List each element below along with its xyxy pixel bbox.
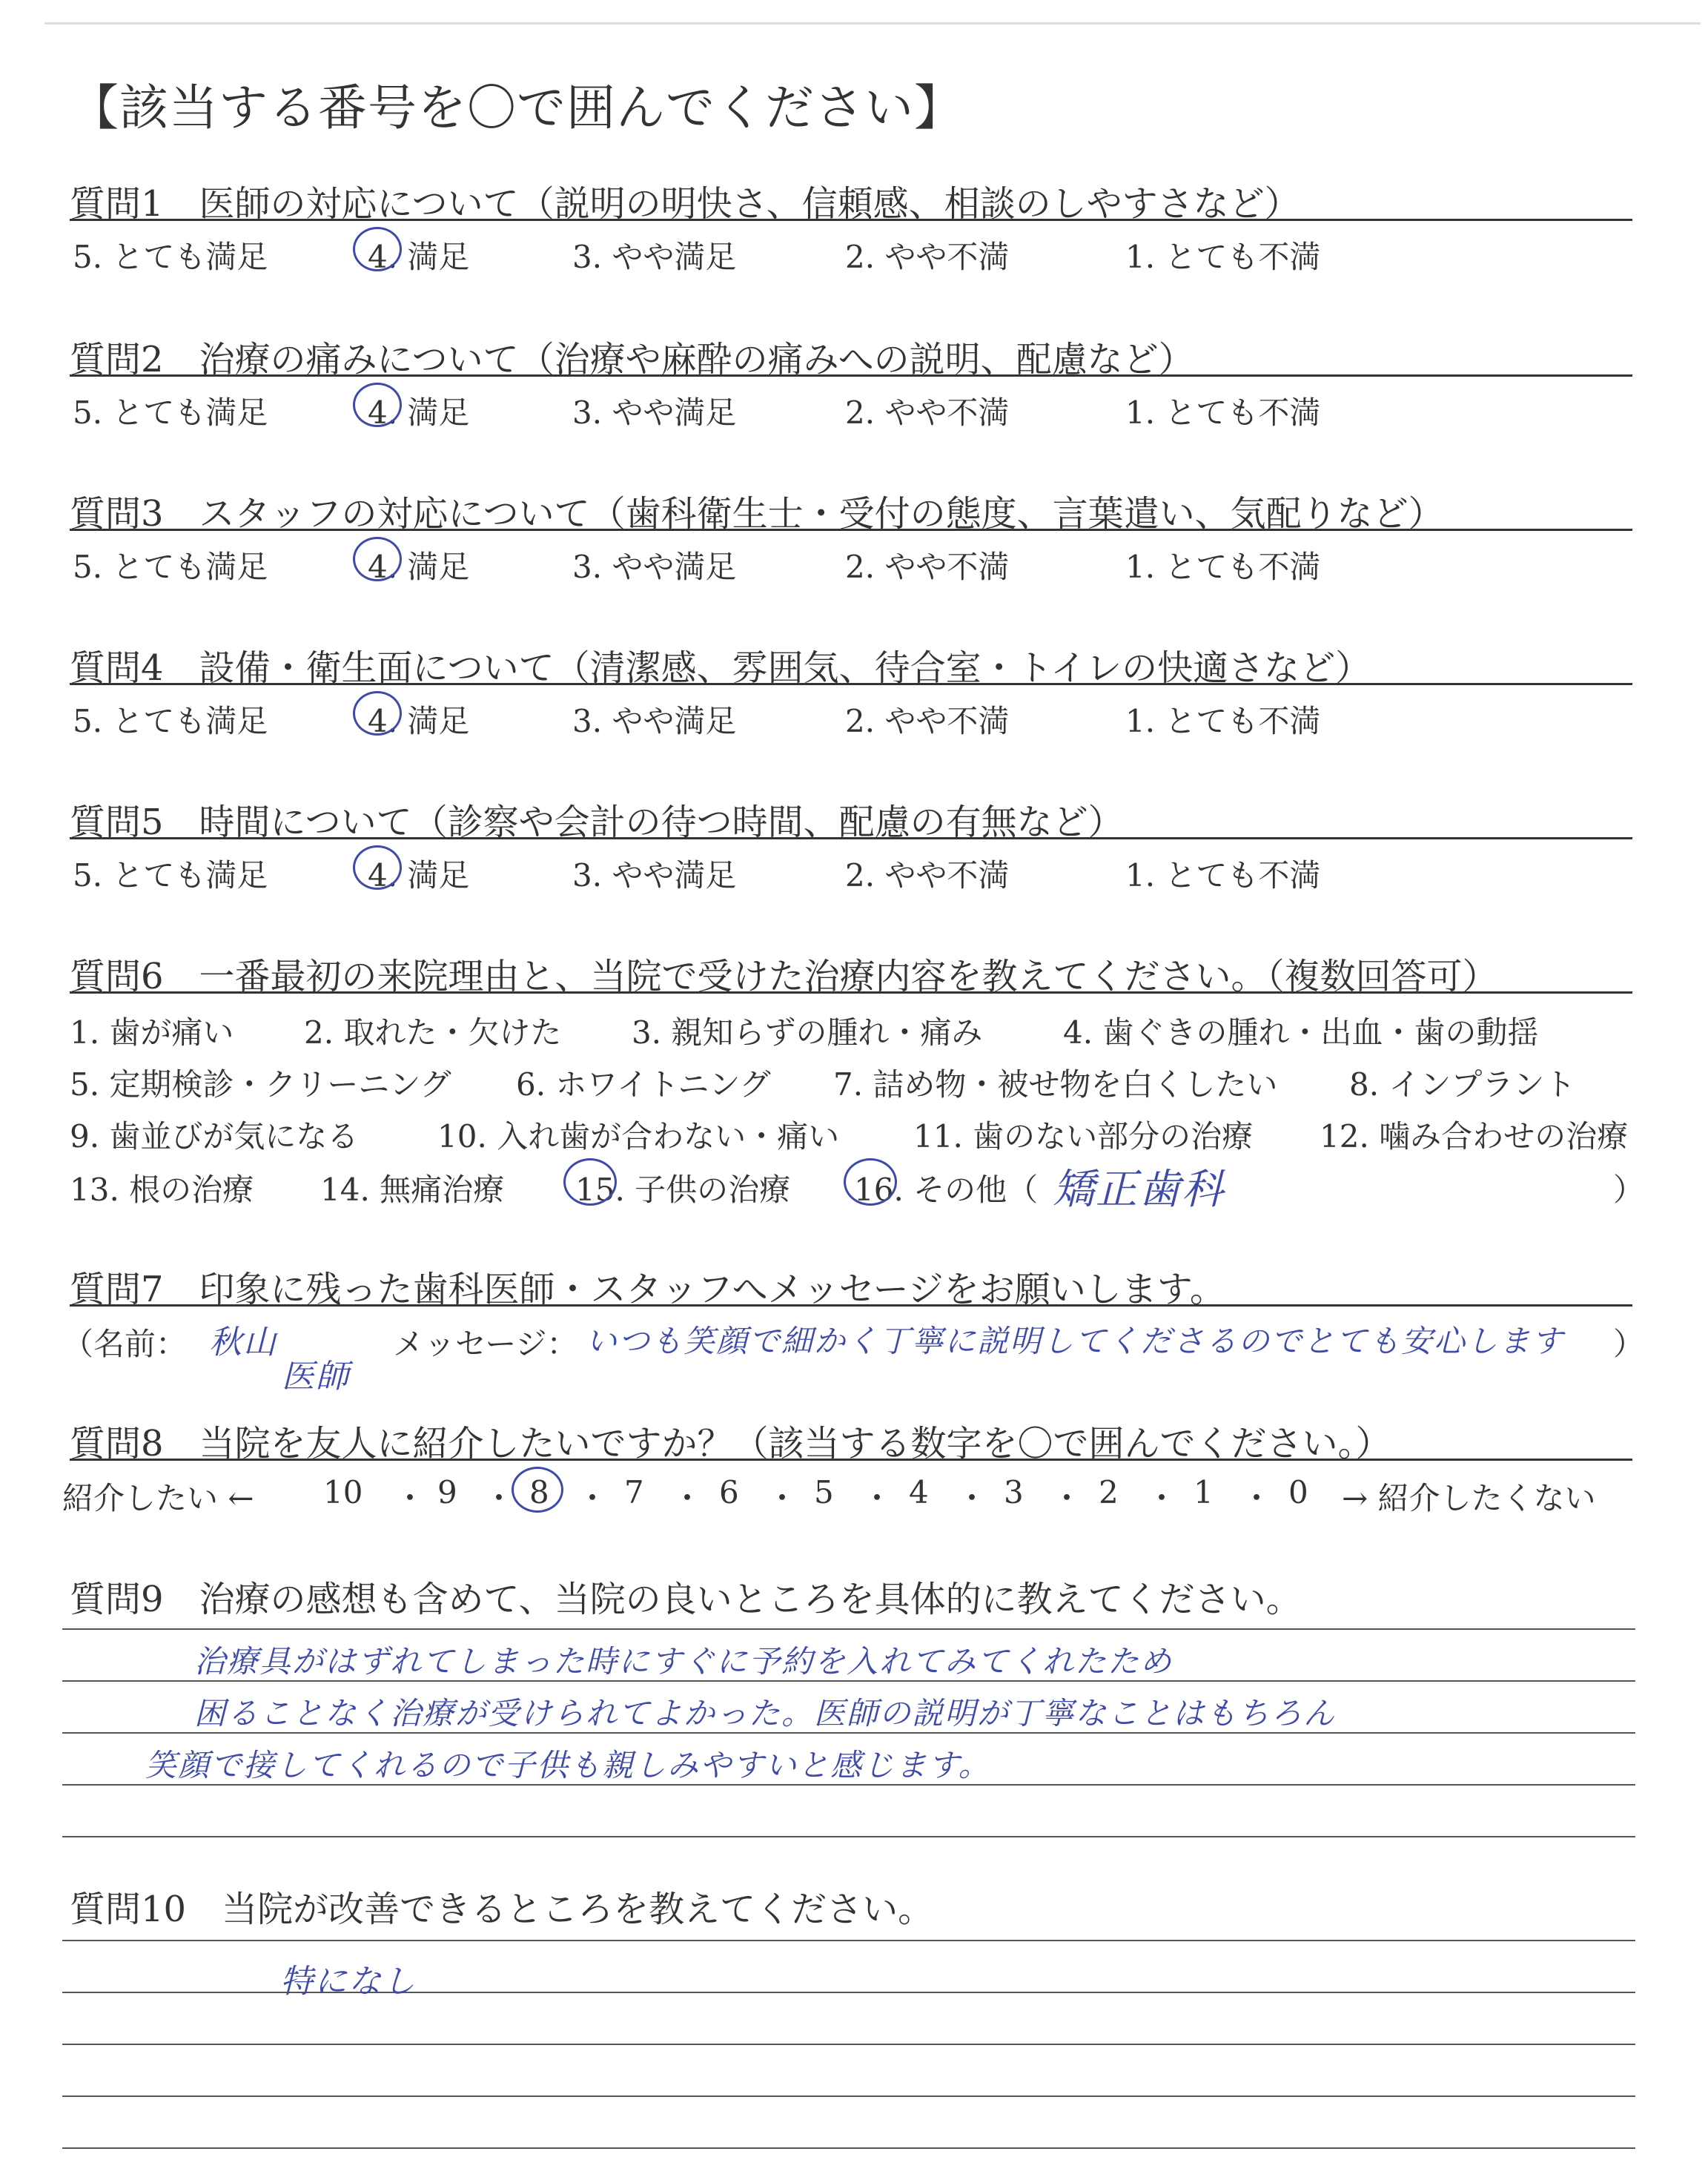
page-heading: 【該当する番号を〇で囲んでください】: [70, 79, 964, 136]
q8-score-3[interactable]: 3: [1004, 1474, 1024, 1510]
q8-left-label: 紹介したい ←: [62, 1480, 254, 1516]
q8-selected-circle: [512, 1467, 563, 1513]
q8-separator: ・: [577, 1480, 609, 1516]
q1-option-1[interactable]: 1. とても不満: [1125, 239, 1321, 275]
q8-separator: ・: [767, 1480, 798, 1516]
q8-score-4[interactable]: 4: [909, 1474, 929, 1510]
q6-option-1[interactable]: 1. 歯が痛い: [70, 1014, 234, 1051]
question-1-rule: [70, 219, 1632, 221]
q6-option-13[interactable]: 13. 根の治療: [70, 1172, 254, 1208]
q9-answer-line-1: 治療具がはずれてしまった時にすぐに予約を入れてみてくれたため: [194, 1643, 1174, 1680]
q6-option-9[interactable]: 9. 歯並びが気になる: [70, 1118, 359, 1155]
q8-separator: ・: [861, 1480, 893, 1516]
q7-name-answer-2: 医師: [282, 1358, 350, 1396]
question-6-title: 質問6 一番最初の来院理由と、当院で受けた治療内容を教えてください。（複数回答可）: [70, 956, 1498, 997]
q10-line-rule: [62, 2147, 1635, 2149]
q5-selected-circle: [353, 845, 402, 890]
q6-option-4[interactable]: 4. 歯ぐきの腫れ・出血・歯の動揺: [1063, 1014, 1539, 1051]
q4-option-3[interactable]: 3. やや満足: [572, 703, 737, 739]
q8-score-9[interactable]: 9: [437, 1474, 457, 1510]
q6-option-6[interactable]: 6. ホワイトニング: [516, 1066, 771, 1103]
q6-option-16[interactable]: 16. その他（: [854, 1172, 1039, 1208]
q2-option-4[interactable]: 4. 満足: [368, 394, 470, 431]
q8-score-5[interactable]: 5: [814, 1474, 834, 1510]
q3-selected-circle: [353, 537, 402, 581]
q3-option-4[interactable]: 4. 満足: [368, 549, 470, 585]
q3-option-1[interactable]: 1. とても不満: [1125, 549, 1321, 585]
question-2-rule: [70, 374, 1632, 377]
question-6-rule: [70, 991, 1632, 994]
q6-option-5[interactable]: 5. 定期検診・クリーニング: [70, 1066, 451, 1103]
q8-separator: ・: [1241, 1480, 1273, 1516]
q1-option-3[interactable]: 3. やや満足: [572, 239, 737, 275]
q5-option-5[interactable]: 5. とても満足: [73, 857, 268, 894]
question-3-rule: [70, 529, 1632, 531]
q5-option-4[interactable]: 4. 満足: [368, 857, 470, 894]
q2-option-1[interactable]: 1. とても不満: [1125, 394, 1321, 431]
q7-name-label: （名前：: [62, 1326, 188, 1362]
q1-option-4[interactable]: 4. 満足: [368, 239, 470, 275]
question-7-rule: [70, 1304, 1632, 1307]
q2-option-5[interactable]: 5. とても満足: [73, 394, 268, 431]
q3-option-3[interactable]: 3. やや満足: [572, 549, 737, 585]
q6-other-answer: 矯正歯科: [1053, 1166, 1225, 1214]
q5-option-2[interactable]: 2. やや不満: [845, 857, 1010, 894]
q2-selected-circle: [353, 383, 402, 427]
q4-option-2[interactable]: 2. やや不満: [845, 703, 1010, 739]
q8-score-10[interactable]: 10: [323, 1474, 363, 1510]
q2-option-2[interactable]: 2. やや不満: [845, 394, 1010, 431]
q6-option-10[interactable]: 10. 入れ歯が合わない・痛い: [437, 1118, 840, 1155]
q10-line-rule: [62, 2044, 1635, 2045]
q6-option-3[interactable]: 3. 親知らずの腫れ・痛み: [632, 1014, 983, 1051]
q8-score-1[interactable]: 1: [1194, 1474, 1214, 1510]
q5-option-1[interactable]: 1. とても不満: [1125, 857, 1321, 894]
question-3-title: 質問3 スタッフの対応について（歯科衛生士・受付の態度、言葉遣い、気配りなど）: [70, 493, 1444, 535]
q7-message-label: メッセージ：: [393, 1326, 578, 1362]
q8-score-7[interactable]: 7: [624, 1474, 644, 1510]
q4-selected-circle: [353, 691, 402, 736]
q3-option-5[interactable]: 5. とても満足: [73, 549, 268, 585]
q8-separator: ・: [483, 1480, 515, 1516]
q6-option-2[interactable]: 2. 取れた・欠けた: [304, 1014, 562, 1051]
q9-line-rule: [62, 1628, 1635, 1630]
q6-selected-circle-15: [563, 1158, 617, 1206]
q6-option-14[interactable]: 14. 無痛治療: [320, 1172, 505, 1208]
q8-score-8[interactable]: 8: [529, 1474, 549, 1510]
q10-line-rule: [62, 2095, 1635, 2097]
question-5-title: 質問5 時間について（診察や会計の待つ時間、配慮の有無など）: [70, 802, 1124, 843]
q10-line-rule: [62, 1940, 1635, 1941]
q2-option-3[interactable]: 3. やや満足: [572, 394, 737, 431]
q8-score-6[interactable]: 6: [719, 1474, 739, 1510]
q4-option-5[interactable]: 5. とても満足: [73, 703, 268, 739]
question-9-title: 質問9 治療の感想も含めて、当院の良いところを具体的に教えてください。: [70, 1579, 1302, 1620]
q8-separator: ・: [394, 1480, 426, 1516]
q8-right-label: → 紹介したくない: [1342, 1480, 1596, 1516]
q3-option-2[interactable]: 2. やや不満: [845, 549, 1010, 585]
q1-option-2[interactable]: 2. やや不満: [845, 239, 1010, 275]
q8-score-2[interactable]: 2: [1099, 1474, 1119, 1510]
q6-selected-circle-16: [844, 1158, 897, 1206]
q6-close-paren: ）: [1613, 1172, 1645, 1208]
q4-option-1[interactable]: 1. とても不満: [1125, 703, 1321, 739]
q8-separator: ・: [672, 1480, 704, 1516]
q5-option-3[interactable]: 3. やや満足: [572, 857, 737, 894]
q4-option-4[interactable]: 4. 満足: [368, 703, 470, 739]
question-1-title: 質問1 医師の対応について（説明の明快さ、信頼感、相談のしやすさなど）: [70, 183, 1300, 225]
top-border: [44, 22, 1701, 24]
q1-option-5[interactable]: 5. とても満足: [73, 239, 268, 275]
q7-close-paren: ）: [1613, 1326, 1645, 1362]
question-4-rule: [70, 683, 1632, 685]
q10-answer-line-1: 特になし: [280, 1963, 417, 2001]
q6-option-11[interactable]: 11. 歯のない部分の治療: [913, 1118, 1254, 1155]
q1-selected-circle: [353, 227, 402, 271]
q9-answer-line-2: 困ることなく治療が受けられてよかった。医師の説明が丁寧なことはもちろん: [194, 1695, 1337, 1731]
q7-name-answer: 秋山: [209, 1324, 277, 1361]
q8-separator: ・: [956, 1480, 988, 1516]
q8-separator: ・: [1146, 1480, 1178, 1516]
q7-message-answer: いつも笑顔で細かく丁寧に説明してくださるのでとても安心します: [586, 1323, 1565, 1359]
q9-line-rule: [62, 1836, 1635, 1837]
question-2-title: 質問2 治療の痛みについて（治療や麻酔の痛みへの説明、配慮など）: [70, 339, 1194, 380]
q6-option-12[interactable]: 12. 噛み合わせの治療: [1320, 1118, 1629, 1155]
question-7-title: 質問7 印象に残った歯科医師・スタッフへメッセージをお願いします。: [70, 1269, 1225, 1310]
q6-option-15[interactable]: 15. 子供の治療: [575, 1172, 791, 1208]
q8-score-0[interactable]: 0: [1288, 1474, 1308, 1510]
question-4-title: 質問4 設備・衛生面について（清潔感、雰囲気、待合室・トイレの快適さなど）: [70, 647, 1371, 689]
q9-answer-line-3: 笑顔で接してくれるので子供も親しみやすいと感じます。: [145, 1747, 991, 1783]
question-10-title: 質問10 当院が改善できるところを教えてください。: [70, 1889, 934, 1930]
q8-separator: ・: [1051, 1480, 1083, 1516]
question-8-title: 質問8 当院を友人に紹介したいですか？（該当する数字を〇で囲んでください。）: [70, 1423, 1391, 1464]
question-8-rule: [70, 1459, 1632, 1461]
q6-option-8[interactable]: 8. インプラント: [1349, 1066, 1576, 1103]
q6-option-7[interactable]: 7. 詰め物・被せ物を白くしたい: [833, 1066, 1278, 1103]
question-5-rule: [70, 837, 1632, 839]
